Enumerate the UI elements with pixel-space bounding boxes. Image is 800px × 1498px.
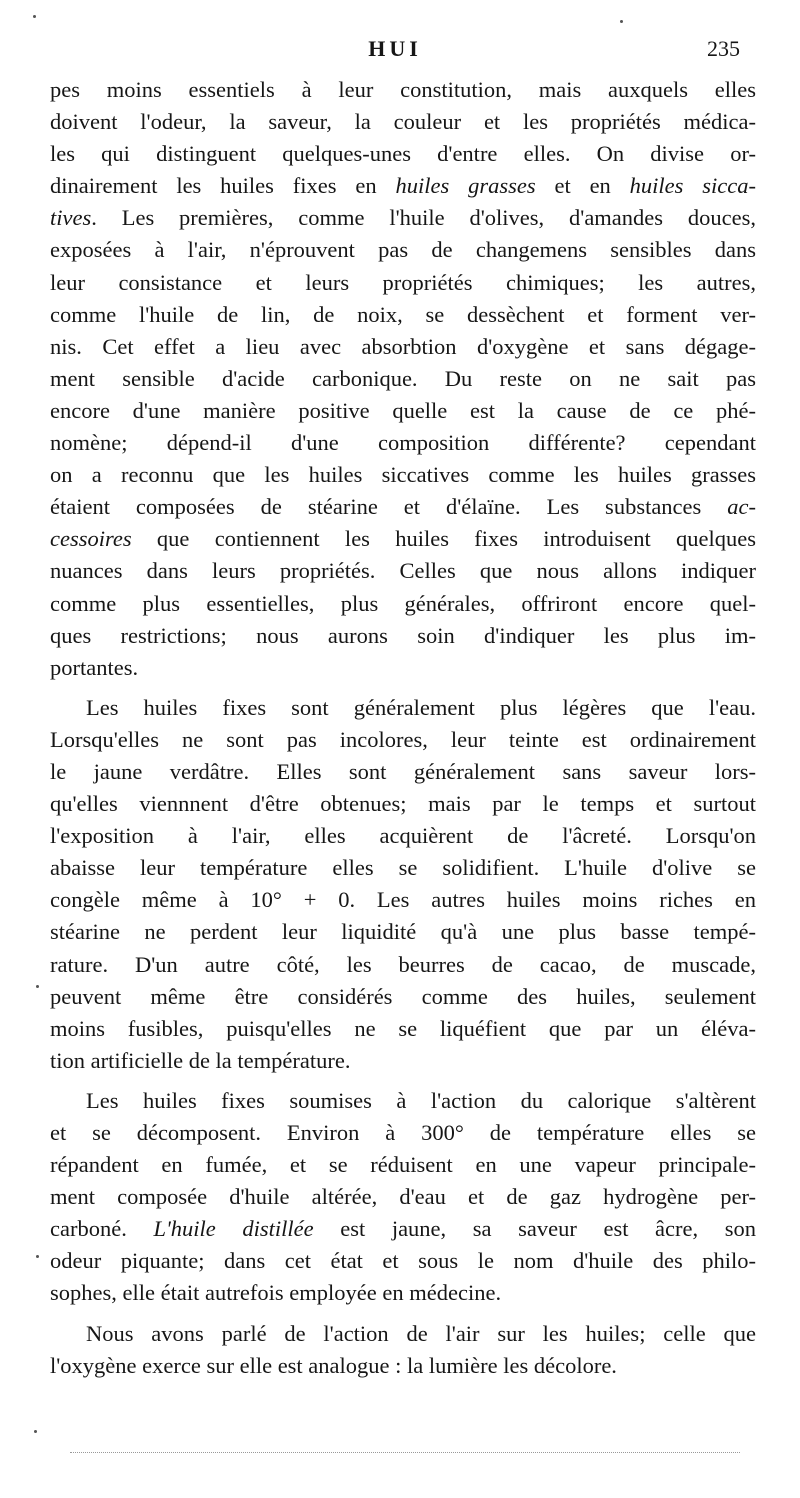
text-line <box>50 756 756 788</box>
text-run: exposées à l'air, n'éprouvent pas de changemens sensibles dans <box>50 237 756 263</box>
text-line <box>50 234 756 266</box>
text-run: que contiennent les huiles fixes introduisent quelques <box>131 526 756 552</box>
text-line <box>50 1277 756 1309</box>
text-run: dinairement les huiles fixes en <box>50 173 396 199</box>
text-line <box>50 138 756 170</box>
text-line <box>50 267 756 299</box>
text-run: ment sensible d'acide carbonique. Du reste on ne sait pas <box>50 365 756 391</box>
italic-term: L'huile distillée <box>153 1216 314 1242</box>
italic-term: ac- <box>727 494 756 520</box>
text-run: rature. D'un autre côté, les beurres de cacao, de muscade, <box>50 951 756 977</box>
text-line <box>50 692 756 724</box>
text-line <box>50 820 756 852</box>
text-line <box>50 949 756 981</box>
text-run: qu'elles viennnent d'être obtenues; mais par le temps et surtout <box>50 791 756 817</box>
text-line <box>50 1213 756 1245</box>
text-line <box>50 1117 756 1149</box>
text-run: . Les premières, comme l'huile d'olives, d'amandes douces, <box>91 205 756 231</box>
text-line <box>50 652 756 684</box>
text-run: comme plus essentielles, plus générales, offriront encore quel- <box>50 590 756 616</box>
text-run: nis. Cet effet a lieu avec absorbtion d'oxygène et sans dégage- <box>50 333 756 359</box>
text-line <box>50 588 756 620</box>
text-line <box>50 202 756 234</box>
text-line <box>50 1085 756 1117</box>
print-speck <box>33 15 36 18</box>
text-run: le jaune verdâtre. Elles sont généralement sans saveur lors- <box>50 758 756 784</box>
text-run: l'exposition à l'air, elles acquièrent de l'âcreté. Lorsqu'on <box>50 823 756 849</box>
text-line <box>50 1318 756 1350</box>
text-run: stéarine ne perdent leur liquidité qu'à une plus basse tempé- <box>50 919 756 945</box>
text-run: les qui distinguent quelques-unes d'entre elles. On divise or- <box>50 141 756 167</box>
text-run: l'oxygène exerce sur elle est analogue : la lumière les décolore. <box>50 1352 617 1378</box>
text-run: doivent l'odeur, la saveur, la couleur et les propriétés médica- <box>50 109 756 135</box>
page-header-title: HUI <box>368 36 422 61</box>
text-line <box>50 1350 756 1382</box>
text-run: portantes. <box>50 654 139 680</box>
print-speck <box>36 1255 39 1258</box>
print-speck <box>34 1430 37 1433</box>
text-line <box>50 170 756 202</box>
text-run: Lorsqu'elles ne sont pas incolores, leur teinte est ordinairement <box>50 726 756 752</box>
print-speck <box>620 20 623 23</box>
text-line <box>50 852 756 884</box>
italic-term: huiles sicca- <box>629 173 756 199</box>
text-run: Nous avons parlé de l'action de l'air sur les huiles; celle que <box>86 1320 756 1346</box>
text-run: peuvent même être considérés comme des huiles, seulement <box>50 983 756 1009</box>
text-run: moins fusibles, puisqu'elles ne se liquéfient que par un éléva- <box>50 1015 756 1041</box>
text-line <box>50 1013 756 1045</box>
text-run: Les huiles fixes soumises à l'action du calorique s'altèrent <box>86 1087 756 1113</box>
text-run: Les huiles fixes sont généralement plus légères que l'eau. <box>86 694 756 720</box>
text-line <box>50 788 756 820</box>
text-run: pes moins essentiels à leur constitution, mais auxquels elles <box>50 77 756 102</box>
text-line <box>50 106 756 138</box>
text-run: on a reconnu que les huiles siccatives comme les huiles grasses <box>50 462 756 488</box>
text-run: congèle même à 10° + 0. Les autres huiles moins riches en <box>50 887 756 913</box>
body-text <box>50 74 756 1382</box>
text-run: est jaune, sa saveur est âcre, son <box>313 1216 756 1242</box>
text-run: leur consistance et leurs propriétés chimiques; les autres, <box>50 269 756 295</box>
text-run: nomène; dépend-il d'une composition différente? cependant <box>50 430 756 456</box>
text-run: répandent en fumée, et se réduisent en une vapeur principale- <box>50 1152 756 1178</box>
text-run: ment composée d'huile altérée, d'eau et de gaz hydrogène per- <box>50 1184 756 1210</box>
text-run: carboné. <box>50 1216 154 1242</box>
print-speck <box>36 985 39 988</box>
text-run: sophes, elle était autrefois employée en médecine. <box>50 1280 502 1306</box>
text-run: encore d'une manière positive quelle est la cause de ce phé- <box>50 397 756 423</box>
text-line <box>50 1149 756 1181</box>
text-line <box>50 620 756 652</box>
running-head <box>50 36 740 70</box>
text-run: et se décomposent. Environ à 300° de température elles se <box>50 1120 756 1145</box>
text-line <box>50 363 756 395</box>
text-line <box>50 523 756 555</box>
text-run: et en <box>535 173 630 199</box>
text-line <box>50 331 756 363</box>
text-run: tion artificielle de la température. <box>50 1047 351 1073</box>
bottom-bleed-line <box>70 1452 740 1453</box>
text-line <box>50 427 756 459</box>
text-run: ques restrictions; nous aurons soin d'indiquer les plus im- <box>50 622 756 648</box>
text-line <box>50 724 756 756</box>
italic-term: cessoires <box>50 526 132 552</box>
text-run: comme l'huile de lin, de noix, se dessèchent et forment ver- <box>50 301 756 327</box>
text-run: nuances dans leurs propriétés. Celles que nous allons indiquer <box>50 558 756 584</box>
text-run: odeur piquante; dans cet état et sous le nom d'huile des philo- <box>50 1248 756 1274</box>
text-line <box>50 884 756 916</box>
text-line <box>50 395 756 427</box>
text-line <box>50 459 756 491</box>
text-run: abaisse leur température elles se solidifient. L'huile d'olive se <box>50 855 756 881</box>
text-line <box>50 1245 756 1277</box>
text-line <box>50 299 756 331</box>
text-line <box>50 491 756 523</box>
page-number: 235 <box>707 36 740 61</box>
italic-term: huiles grasses <box>395 173 536 199</box>
italic-term: tives <box>50 205 92 231</box>
text-line <box>50 74 756 106</box>
text-line <box>50 981 756 1013</box>
text-line <box>50 1181 756 1213</box>
text-line <box>50 555 756 587</box>
text-line <box>50 916 756 948</box>
text-run: étaient composées de stéarine et d'élaïne. Les substances <box>50 494 728 520</box>
text-line <box>50 1045 756 1077</box>
